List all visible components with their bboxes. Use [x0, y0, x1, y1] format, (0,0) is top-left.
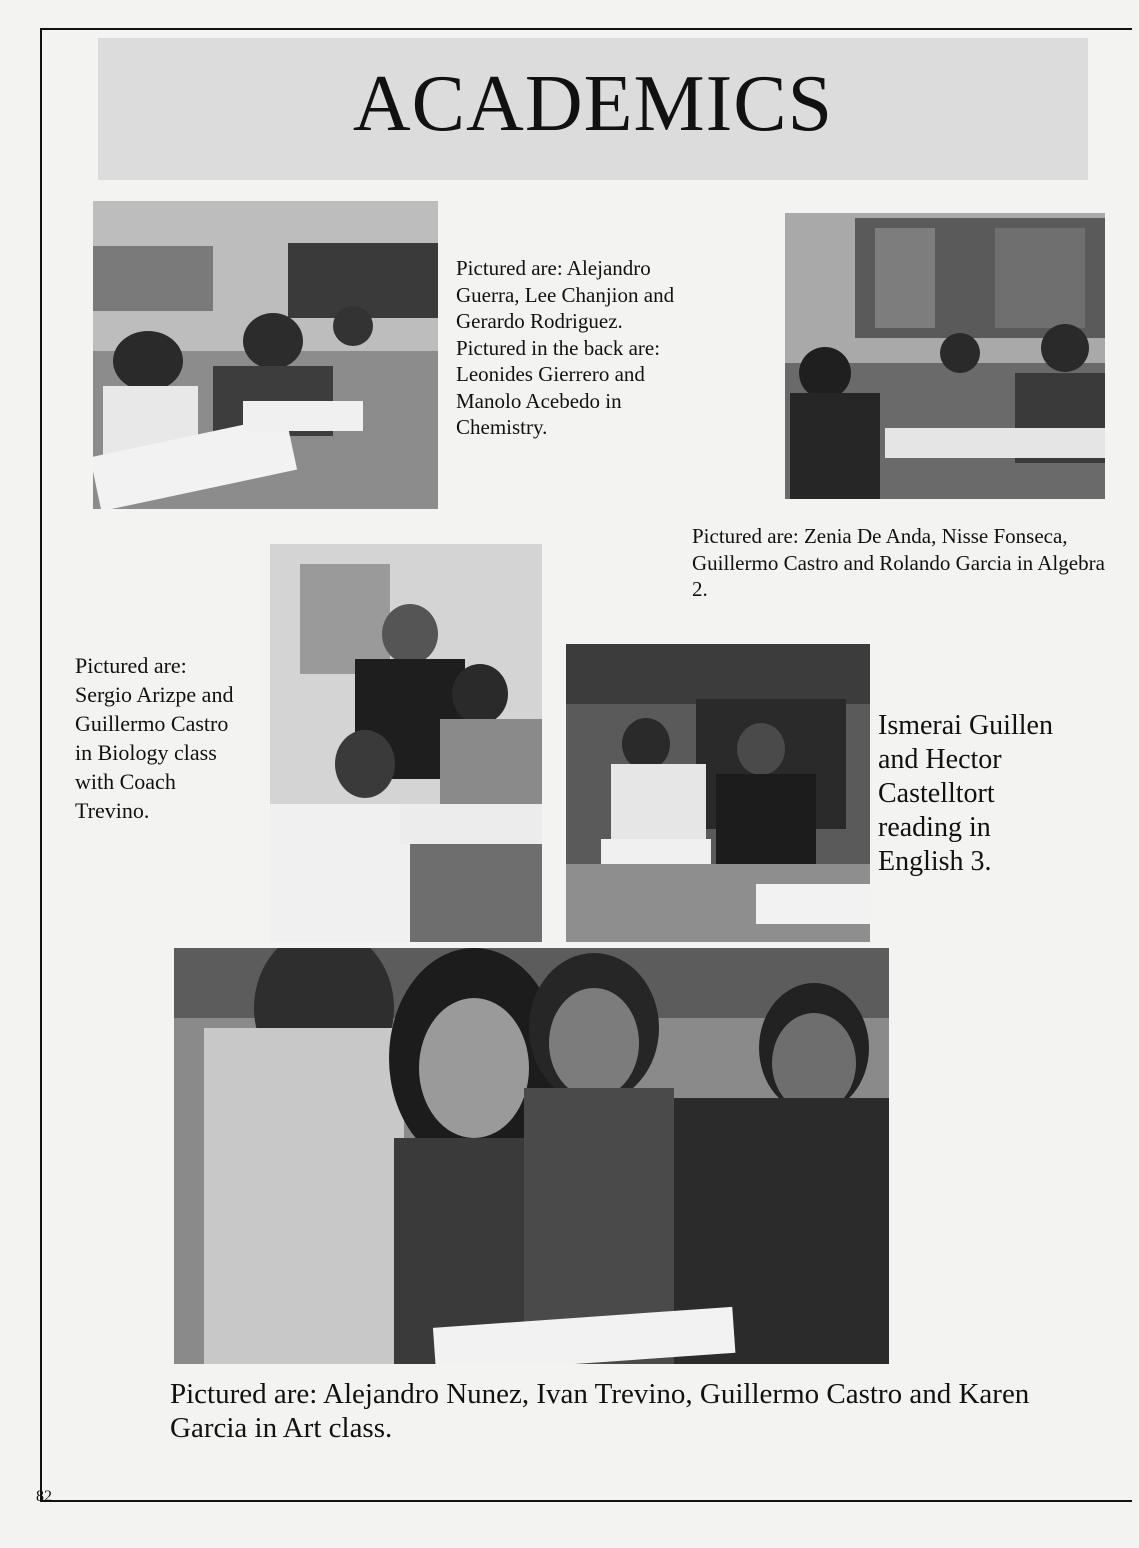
chemistry-caption: Pictured are: Alejandro Guerra, Lee Chanjion and Gerardo Rodriguez. Pictured in the back are: Leonides Gierrero and Manolo Acebedo in Chemistry. — [456, 256, 675, 439]
algebra-caption: Pictured are: Zenia De Anda, Nisse Fonseca, Guillermo Castro and Rolando Garcia in Algebra 2. — [692, 524, 1105, 601]
algebra-class-photo — [785, 213, 1105, 499]
english-class-photo — [566, 644, 870, 942]
page-title: ACADEMICS — [352, 60, 834, 148]
page-number: 82 — [36, 1488, 52, 1505]
art-caption: Pictured are: Alejandro Nunez, Ivan Trevino, Guillermo Castro and Karen Garcia in Art class. — [170, 1378, 1030, 1444]
art-class-photo — [174, 948, 889, 1364]
english-caption: Ismerai Guillen and Hector Castelltort reading in English 3. — [878, 710, 1053, 877]
biology-class-photo — [270, 544, 542, 942]
chemistry-class-photo — [93, 201, 438, 509]
biology-caption: Pictured are: Sergio Arizpe and Guillermo Castro in Biology class with Coach Trevino. — [75, 653, 234, 823]
